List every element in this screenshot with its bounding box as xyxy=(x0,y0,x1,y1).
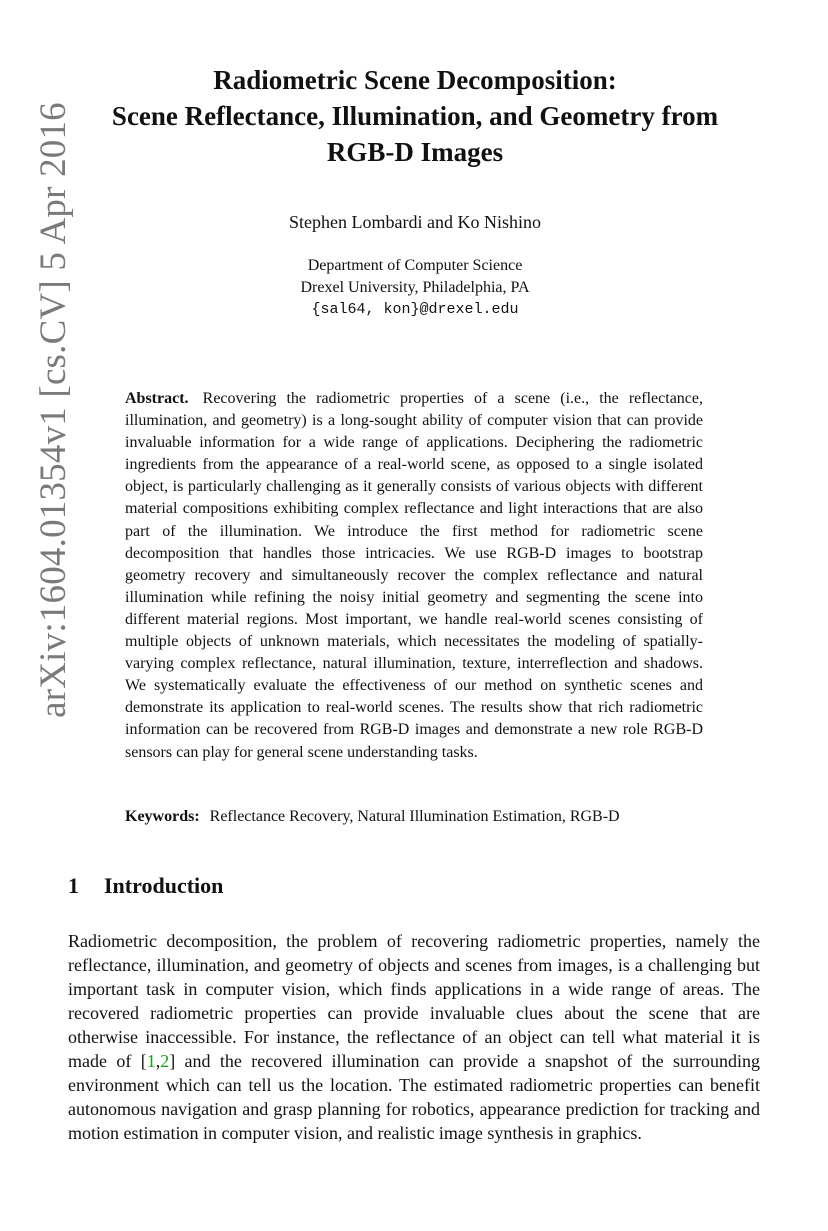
arxiv-identifier: arXiv:1604.01354v1 [cs.CV] 5 Apr 2016 xyxy=(33,102,74,718)
introduction-paragraph xyxy=(68,929,760,1145)
citation-bracket-open: [ xyxy=(140,1051,147,1071)
title-line-2: Scene Reflectance, Illumination, and Geometry from xyxy=(111,101,719,131)
intro-text-part-2: and the recovered illumination can provide a snapshot of the surrounding environment which can tell us the location. The estimated radiometric properties can benefit autonomous navigation and grasp planning for robotics, appearance prediction for tracking and motion estimation in computer vision, and realistic image synthesis in graphics. xyxy=(68,1051,760,1143)
paper-title xyxy=(80,62,750,170)
arxiv-sidebar xyxy=(34,60,74,760)
affiliation xyxy=(80,255,750,321)
title-line-3: RGB-D Images xyxy=(326,137,504,167)
keywords-label: Keywords: xyxy=(125,808,200,825)
citation-link-2[interactable]: 2 xyxy=(160,1051,170,1071)
section-title: Introduction xyxy=(104,873,224,898)
author-list: Stephen Lombardi and Ko Nishino xyxy=(289,212,541,232)
abstract xyxy=(125,388,703,764)
university: Drexel University, Philadelphia, PA xyxy=(300,279,530,296)
section-heading xyxy=(68,872,223,900)
citation-link-1[interactable]: 1 xyxy=(146,1051,156,1071)
abstract-label: Abstract. xyxy=(125,390,189,407)
citation-bracket-close: ] xyxy=(169,1051,176,1071)
author-email: {sal64, kon}@drexel.edu xyxy=(311,301,519,318)
section-number: 1 xyxy=(68,873,79,898)
intro-text-part-1: Radiometric decomposition, the problem of recovering radiometric properties, namely the reflectance, illumination, and geometry of objects and scenes from images, is a challenging but important task in computer vision, which finds applications in a wide range of areas. The recovered radiometric properties can provide invaluable clues about the scene that are otherwise inaccessible. For instance, the reflectance of an object can tell what material it is made of xyxy=(68,931,760,1071)
keywords-text: Reflectance Recovery, Natural Illumination Estimation, RGB-D xyxy=(209,808,620,825)
abstract-text: Recovering the radiometric properties of a scene (i.e., the reflectance, illumination, and geometry) is a long-sought ability of computer vision that can provide invaluable information for a wide range of applications. Deciphering the radiometric ingredients from the appearance of a real-world scene, as opposed to a single isolated object, is particularly challenging as it generally consists of various objects with different material compositions exhibiting complex reflectance and light interactions that are also part of the illumination. We introduce the first method for radiometric scene decomposition that handles those intricacies. We use RGB-D images to bootstrap geometry recovery and simultaneously recover the complex reflectance and natural illumination while refining the noisy initial geometry and segmenting the scene into different material regions. Most important, we handle real-world scenes consisting of multiple objects of unknown materials, which necessitates the modeling of spatially-varying complex reflectance, natural illumination, texture, interreflection and shadows. We systematically evaluate the effectiveness of our method on synthetic scenes and demonstrate its application to real-world scenes. The results show that rich radiometric information can be recovered from RGB-D images and demonstrate a new role RGB-D sensors can play for general scene understanding tasks. xyxy=(125,390,703,761)
keywords xyxy=(125,806,725,828)
title-line-1: Radiometric Scene Decomposition: xyxy=(213,65,617,95)
citation-separator: , xyxy=(155,1051,161,1071)
department: Department of Computer Science xyxy=(307,257,523,274)
